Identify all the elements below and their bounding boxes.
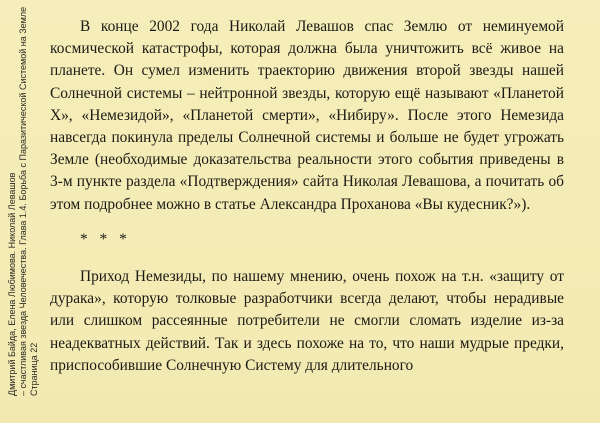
side-caption-line-2: – счастливая звезда Человечества. Глава 1.4. Борьба с Паразитической Системой на Земле: [18, 6, 28, 396]
side-caption-line-1: Дмитрий Байда, Елена Любимова. Николай Левашов: [7, 172, 17, 396]
paragraph-2: Приход Немезиды, по нашему мнению, очень похож на т.н. «защиту от дурака», которую толковые разработчики всегда делают, чтобы нерадивые или слишком рассеянные потребители не смогли сломать изделие из-за неадекватных действий. Так и здесь похоже на то, что наши мудрые предки, приспособившие Солнечную Систему для длительного: [50, 268, 564, 374]
side-caption-line-3: Страница 22: [29, 342, 39, 396]
side-caption: [7, 6, 40, 396]
section-separator: * * *: [80, 230, 131, 248]
body-text: [50, 16, 564, 377]
paragraph-1: В конце 2002 года Николай Левашов спас Землю от неминуемой космической катастрофы, которая должна была уничтожить всё живое на планете. Он сумел изменить траекторию движения второй звезды нашей Солнечной системы – нейтронной звезды, которую ещё называют «Планетой X», «Немезидой», «Планетой смерти», «Нибиру». После этого Немезида навсегда покинула пределы Солнечной системы и больше не будет угрожать Земле (необходимые доказательства реальности этого события приведены в 3-м пункте раздела «Подтверждения» сайта Николая Левашова, а почитать об этом подробнее можно в статье Александра Проханова «Вы кудесник?»).: [50, 18, 564, 213]
